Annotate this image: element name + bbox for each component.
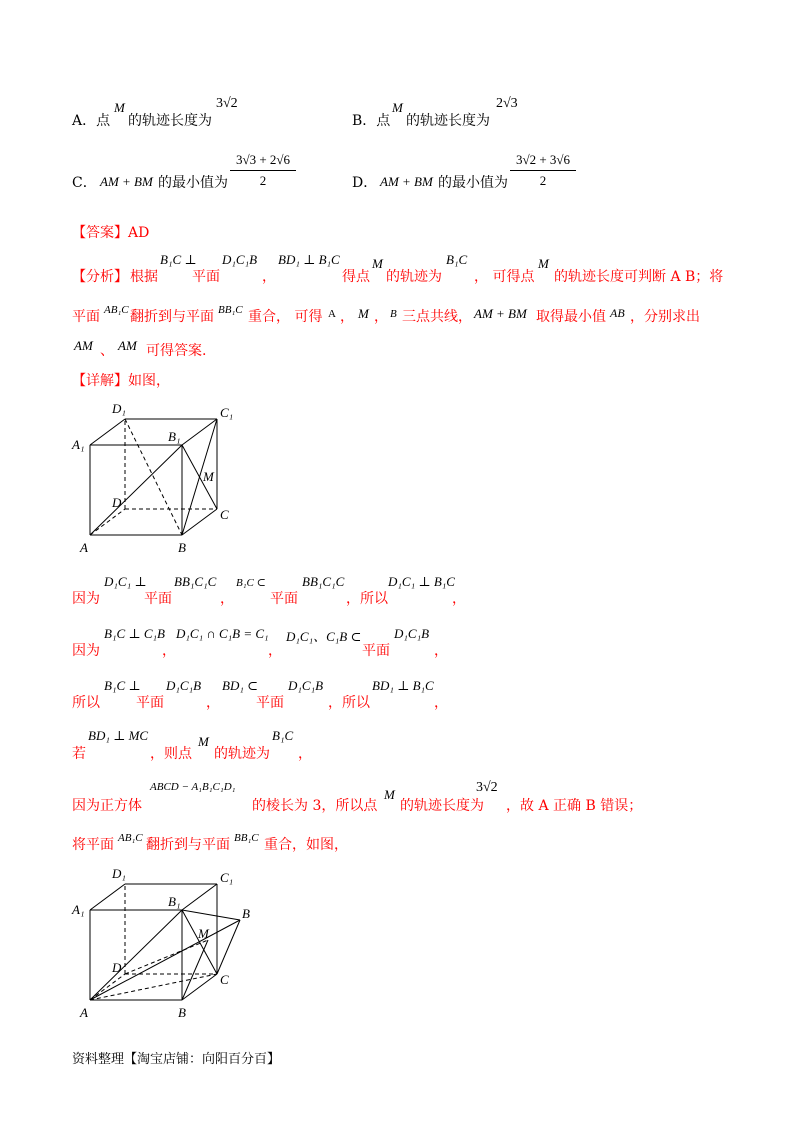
text: 平面 <box>362 643 390 659</box>
math: AM + BM <box>474 306 527 321</box>
text: ， <box>374 309 388 325</box>
math: B₁C <box>272 728 294 743</box>
option-d-numerator: 3√2 + 3√6 <box>510 152 576 171</box>
label-b: B <box>178 540 186 555</box>
text: 平面 <box>270 591 298 607</box>
text: 的轨迹长度为 <box>400 798 484 814</box>
text: 将平面 <box>72 837 114 853</box>
text: 因为正方体 <box>72 798 142 814</box>
math: B <box>390 308 397 320</box>
text: ， <box>268 643 282 659</box>
text: 平面 <box>256 695 284 711</box>
text: ，故 A 正确 B 错误； <box>506 798 643 814</box>
math: BD₁ ⊥ MC <box>88 728 149 743</box>
label-d1: D₁ <box>112 866 126 881</box>
option-d-text: 的最小值为 <box>438 175 508 191</box>
text: 、 <box>100 343 114 359</box>
math: M <box>372 256 383 271</box>
text: ，分别求出 <box>630 309 700 325</box>
option-a-var: M <box>114 100 125 115</box>
math: BB₁C₁C <box>174 574 217 589</box>
math: AM <box>74 338 93 353</box>
text: 的棱长为 3，所以点 <box>252 798 378 814</box>
label-a1: A₁ <box>72 437 85 452</box>
label-m: M <box>203 469 214 484</box>
math: D₁C₁B <box>222 252 258 267</box>
text: 平面 <box>144 591 172 607</box>
text: ， <box>162 643 176 659</box>
math: BB₁C <box>234 832 259 844</box>
cube-figure-2 <box>60 860 270 1025</box>
option-c-fraction <box>230 152 296 189</box>
label-d: D <box>112 495 122 510</box>
fold-edge <box>182 910 240 920</box>
math: A <box>328 308 336 320</box>
text: 因为 <box>72 643 100 659</box>
text: 若 <box>72 746 86 762</box>
option-b-value: 2√3 <box>496 96 518 111</box>
math: M <box>358 306 369 321</box>
math: AB₁C <box>118 832 143 844</box>
cube-figure-1 <box>60 395 260 560</box>
text: 三点共线， <box>402 309 472 325</box>
text: 因为 <box>72 591 100 607</box>
diagonal <box>90 445 182 535</box>
option-c: C． <box>72 175 97 191</box>
option-a-value: 3√2 <box>216 96 238 111</box>
math: D₁C₁B <box>394 626 430 641</box>
edge <box>90 884 125 910</box>
text: ， <box>434 643 448 659</box>
detail-label: 【详解】 <box>72 373 128 389</box>
math: B₁C ⊥ <box>160 252 197 267</box>
option-a: A．点 <box>72 113 111 129</box>
edge <box>182 509 217 535</box>
math: M <box>384 787 395 802</box>
label-d: D <box>112 960 122 975</box>
math: BB₁C <box>218 304 243 316</box>
text: 取得最小值 <box>536 309 606 325</box>
option-c-expr: AM + BM <box>100 174 153 189</box>
math: AB <box>610 306 625 320</box>
text: 的轨迹为 <box>214 746 270 762</box>
option-d-denominator: 2 <box>539 173 547 188</box>
text: 所以 <box>72 695 100 711</box>
math: D₁C₁B <box>288 678 324 693</box>
text: ，所以 <box>346 591 388 607</box>
text: 平面 <box>136 695 164 711</box>
math: ABCD − A₁B₁C₁D₁ <box>150 781 236 793</box>
label-c1: C₁ <box>220 870 234 885</box>
edge <box>90 419 125 445</box>
hidden-diagonal <box>90 974 217 1000</box>
text: ， <box>452 591 466 607</box>
math: D₁C₁ ⊥ <box>104 574 147 589</box>
footer-text: 资料整理【淘宝店铺：向阳百分百】 <box>72 1052 281 1067</box>
text: 重合，如图， <box>264 837 348 853</box>
text: ， 可得点 <box>474 269 535 285</box>
math: BB₁C₁C <box>302 574 345 589</box>
text: ， <box>206 695 220 711</box>
text: ， <box>434 695 448 711</box>
option-d-fraction <box>510 152 576 189</box>
math: B₁C ⊥ <box>104 678 141 693</box>
option-a-text: 的轨迹长度为 <box>128 113 212 129</box>
option-d: D． <box>352 175 378 191</box>
edge <box>182 884 217 910</box>
text: ，所以 <box>328 695 370 711</box>
option-b: B．点 <box>352 113 391 129</box>
math: D₁C₁ ⊥ B₁C <box>388 574 455 589</box>
text: 重合， 可得 <box>248 309 323 325</box>
label-d1: D₁ <box>112 401 126 416</box>
analysis-label: 【分析】 <box>72 269 128 285</box>
text: 可得答案. <box>146 343 207 359</box>
math: BD₁ ⊂ <box>222 678 258 693</box>
label-b: B <box>178 1005 186 1020</box>
label-b1: B₁ <box>168 429 181 444</box>
text: 根据 <box>130 269 158 285</box>
text: 翻折到与平面 <box>146 837 230 853</box>
fold-edge <box>217 920 240 974</box>
math: D₁C₁B <box>166 678 202 693</box>
text: 平面 <box>192 269 220 285</box>
option-b-var: M <box>392 100 403 115</box>
detail-text: 如图， <box>128 373 170 389</box>
text: 平面 <box>72 309 100 325</box>
answer-value: AD <box>128 225 150 241</box>
option-c-numerator: 3√3 + 2√6 <box>230 152 296 171</box>
label-b1: B₁ <box>168 894 181 909</box>
text: ，则点 <box>150 746 192 762</box>
hidden-edge <box>90 509 125 535</box>
option-c-denominator: 2 <box>259 173 267 188</box>
option-d-expr: AM + BM <box>380 174 433 189</box>
math: M <box>538 256 549 271</box>
label-m: M <box>198 926 209 941</box>
math: B₁C ⊥ C₁B <box>104 626 165 641</box>
option-c-text: 的最小值为 <box>158 175 228 191</box>
math: AB₁C <box>104 304 129 316</box>
math: M <box>198 734 209 749</box>
label-a1: A₁ <box>72 902 85 917</box>
text: ， <box>262 269 276 285</box>
math: BD₁ ⊥ B₁C <box>372 678 434 693</box>
label-a: A <box>80 1005 88 1020</box>
label-c: C <box>220 972 229 987</box>
text: 的轨迹为 <box>386 269 442 285</box>
text: 翻折到与平面 <box>130 309 214 325</box>
math: AM <box>118 338 137 353</box>
math: D₁C₁ ∩ C₁B = C₁ <box>176 626 269 641</box>
label-b-folded: B <box>242 906 250 921</box>
answer-label: 【答案】 <box>72 225 128 241</box>
label-c1: C₁ <box>220 405 234 420</box>
math: 3√2 <box>476 780 498 795</box>
detail-line <box>72 370 170 390</box>
edge <box>182 419 217 445</box>
diagonal <box>90 910 182 1000</box>
label-a: A <box>80 540 88 555</box>
math: B₁C ⊂ <box>236 577 266 589</box>
math: B₁C <box>446 252 468 267</box>
text: ， <box>220 591 234 607</box>
label-c: C <box>220 507 229 522</box>
text: ， <box>340 309 354 325</box>
text: 得点 <box>342 269 370 285</box>
math: D₁C₁、C₁B ⊂ <box>286 629 362 644</box>
option-b-text: 的轨迹长度为 <box>406 113 490 129</box>
text: ， <box>298 746 312 762</box>
math: BD₁ ⊥ B₁C <box>278 252 340 267</box>
text: 的轨迹长度可判断 A B；将 <box>554 269 724 285</box>
answer-line <box>72 222 149 242</box>
